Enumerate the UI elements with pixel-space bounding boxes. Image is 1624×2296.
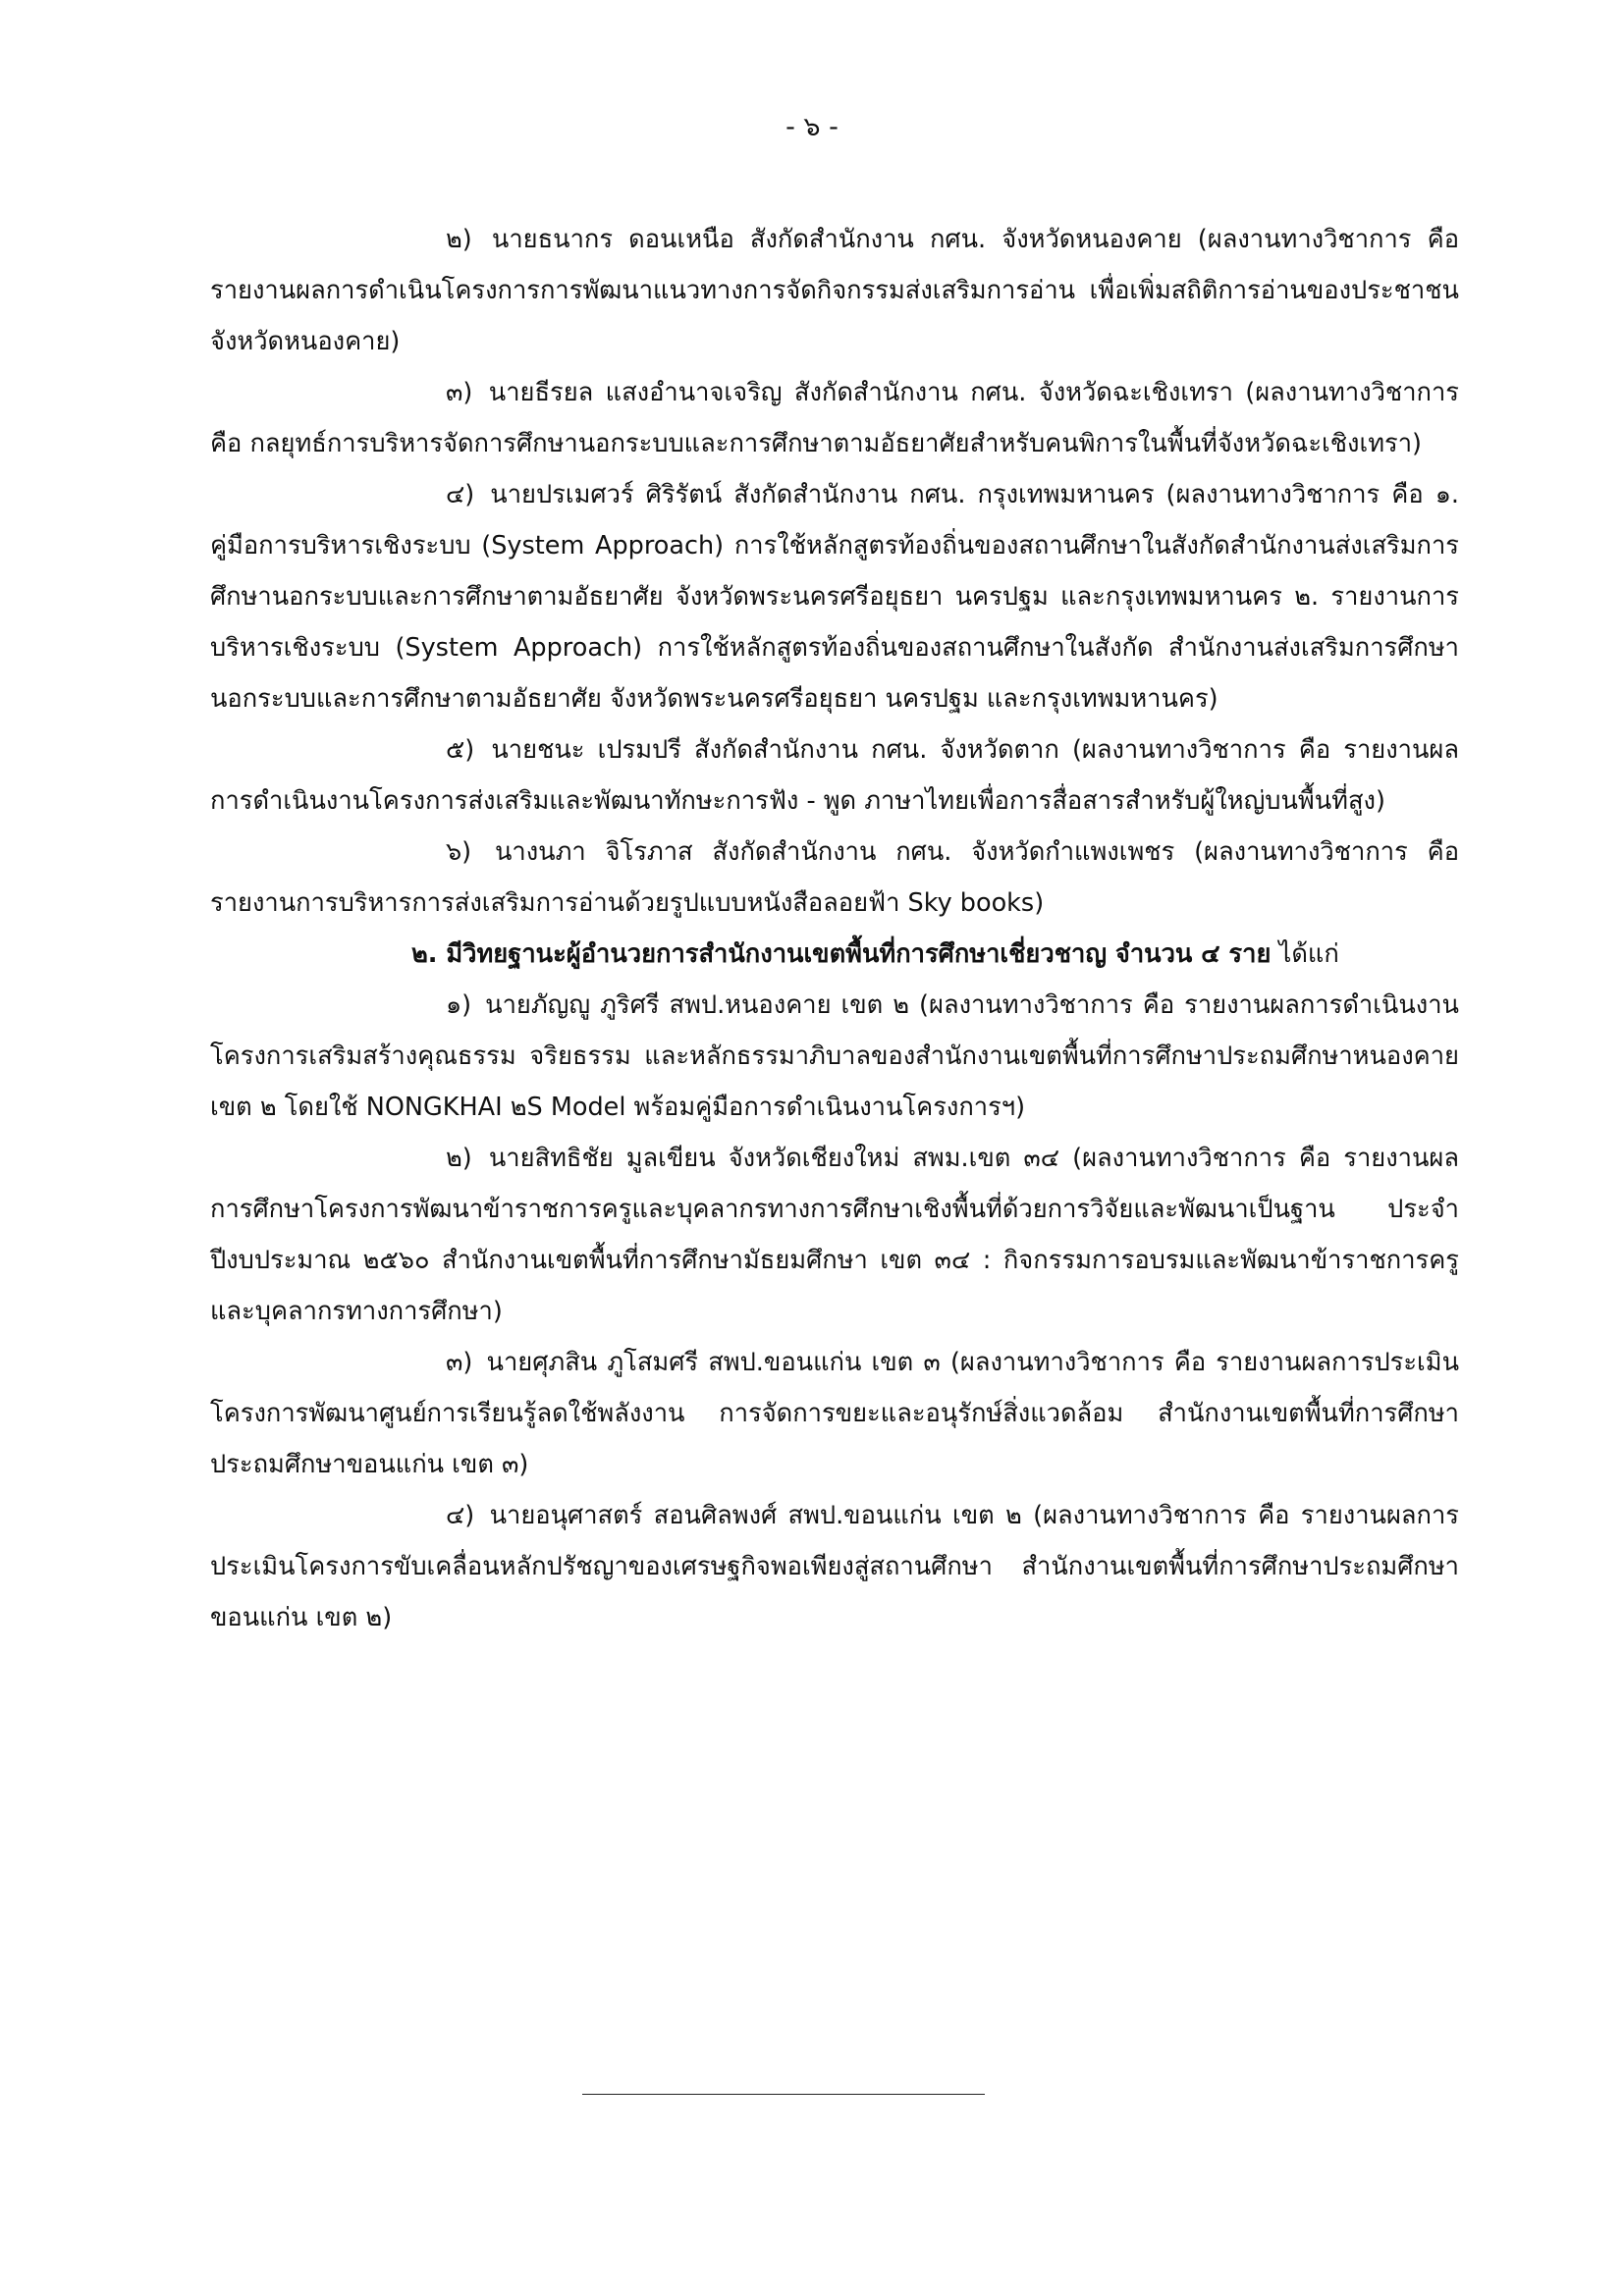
item-number: ๔) xyxy=(446,1501,475,1530)
item-text: นายธีรยล แสงอำนาจเจริญ สังกัดสำนักงาน กศน. จังหวัดฉะเชิงเทรา (ผลงานทางวิชาการ คือ กลยุทธ์การบริหารจัดการศึกษานอกระบบและการศึกษาตามอัธยาศัยสำหรับคนพิการในพื้นที่จังหวัดฉะเชิงเทรา) xyxy=(210,378,1459,458)
item-text: นายศุภสิน ภูโสมศรี สพป.ขอนแก่น เขต ๓ (ผลงานทางวิชาการ คือ รายงานผลการประเมินโครงการพัฒนาศูนย์การเรียนรู้ลดใช้พลังงาน การจัดการขยะและอนุรักษ์สิ่งแวดล้อม สำนักงานเขตพื้นที่การศึกษาประถมศึกษาขอนแก่น เขต ๓) xyxy=(210,1348,1459,1479)
document-body xyxy=(210,214,1459,1643)
list-item xyxy=(210,827,1459,929)
item-text: นายชนะ เปรมปรี สังกัดสำนักงาน กศน. จังหวัดตาก (ผลงานทางวิชาการ คือ รายงานผลการดำเนินงานโครงการส่งเสริมและพัฒนาทักษะการฟัง - พูด ภาษาไทยเพื่อการสื่อสารสำหรับผู้ใหญ่บนพื้นที่สูง) xyxy=(210,735,1459,816)
item-text: นายสิทธิชัย มูลเขียน จังหวัดเชียงใหม่ สพม.เขต ๓๔ (ผลงานทางวิชาการ คือ รายงานผลการศึกษาโครงการพัฒนาข้าราชการครูและบุคลากรทางการศึกษาเชิงพื้นที่ด้วยการวิจัยและพัฒนาเป็นฐาน ประจำปีงบประมาณ ๒๕๖๐ สำนักงานเขตพื้นที่การศึกษามัธยมศึกษา เขต ๓๔ : กิจกรรมการอบรมและพัฒนาข้าราชการครูและบุคลากรทางการศึกษา) xyxy=(210,1144,1459,1326)
section-heading-bold: ๒. มีวิทยฐานะผู้อำนวยการสำนักงานเขตพื้นที่การศึกษาเชี่ยวชาญ จำนวน ๔ ราย xyxy=(411,939,1272,969)
list-item xyxy=(210,367,1459,469)
item-text: นายธนากร ดอนเหนือ สังกัดสำนักงาน กศน. จังหวัดหนองคาย (ผลงานทางวิชาการ คือ รายงานผลการดำเนินโครงการการพัฒนาแนวทางการจัดกิจกรรมส่งเสริมการอ่าน เพื่อเพิ่มสถิติการอ่านของประชาชนจังหวัดหนองคาย) xyxy=(210,225,1460,356)
item-text: นางนภา จิโรภาส สังกัดสำนักงาน กศน. จังหวัดกำแพงเพชร (ผลงานทางวิชาการ คือ รายงานการบริหารการส่งเสริมการอ่านด้วยรูปแบบหนังสือลอยฟ้า Sky books) xyxy=(210,837,1460,918)
item-text: นายอนุศาสตร์ สอนศิลพงศ์ สพป.ขอนแก่น เขต ๒ (ผลงานทางวิชาการ คือ รายงานผลการประเมินโครงการขับเคลื่อนหลักปรัชญาของเศรษฐกิจพอเพียงสู่สถานศึกษา สำนักงานเขตพื้นที่การศึกษาประถมศึกษาขอนแก่น เขต ๒) xyxy=(210,1501,1459,1632)
list-item xyxy=(210,469,1459,724)
item-number: ๔) xyxy=(446,480,475,509)
list-item xyxy=(210,214,1459,367)
page-number: - ๖ - xyxy=(785,112,839,142)
list-item xyxy=(210,724,1459,827)
item-number: ๒) xyxy=(446,225,472,254)
section-heading xyxy=(210,929,1459,980)
footer-divider xyxy=(582,2094,985,2095)
list-item xyxy=(210,1133,1459,1337)
item-number: ๓) xyxy=(446,1348,473,1377)
item-number: ๑) xyxy=(446,990,472,1020)
item-number: ๒) xyxy=(446,1144,472,1173)
item-number: ๖) xyxy=(446,837,472,867)
section-heading-tail: ได้แก่ xyxy=(1271,939,1339,969)
list-item xyxy=(210,1490,1459,1643)
item-text: นายภัญญู ภูริศรี สพป.หนองคาย เขต ๒ (ผลงานทางวิชาการ คือ รายงานผลการดำเนินงานโครงการเสริมสร้างคุณธรรม จริยธรรม และหลักธรรมาภิบาลของสำนักงานเขตพื้นที่การศึกษาประถมศึกษาหนองคาย เขต ๒ โดยใช้ NONGKHAI ๒S Model พร้อมคู่มือการดำเนินงานโครงการฯ) xyxy=(210,990,1459,1122)
list-item xyxy=(210,980,1459,1133)
item-number: ๕) xyxy=(446,735,475,765)
list-item xyxy=(210,1337,1459,1490)
item-text: นายปรเมศวร์ ศิริรัตน์ สังกัดสำนักงาน กศน. กรุงเทพมหานคร (ผลงานทางวิชาการ คือ ๑. คู่มือการบริหารเชิงระบบ (System Approach) การใช้หลักสูตรท้องถิ่นของสถานศึกษาในสังกัดสำนักงานส่งเสริมการศึกษานอกระบบและการศึกษาตามอัธยาศัย จังหวัดพระนครศรีอยุธยา นครปฐม และกรุงเทพมหานคร ๒. รายงานการบริหารเชิงระบบ (System Approach) การใช้หลักสูตรท้องถิ่นของสถานศึกษาในสังกัด สำนักงานส่งเสริมการศึกษานอกระบบและการศึกษาตามอัธยาศัย จังหวัดพระนครศรีอยุธยา นครปฐม และกรุงเทพมหานคร) xyxy=(210,480,1459,714)
item-number: ๓) xyxy=(446,378,473,407)
